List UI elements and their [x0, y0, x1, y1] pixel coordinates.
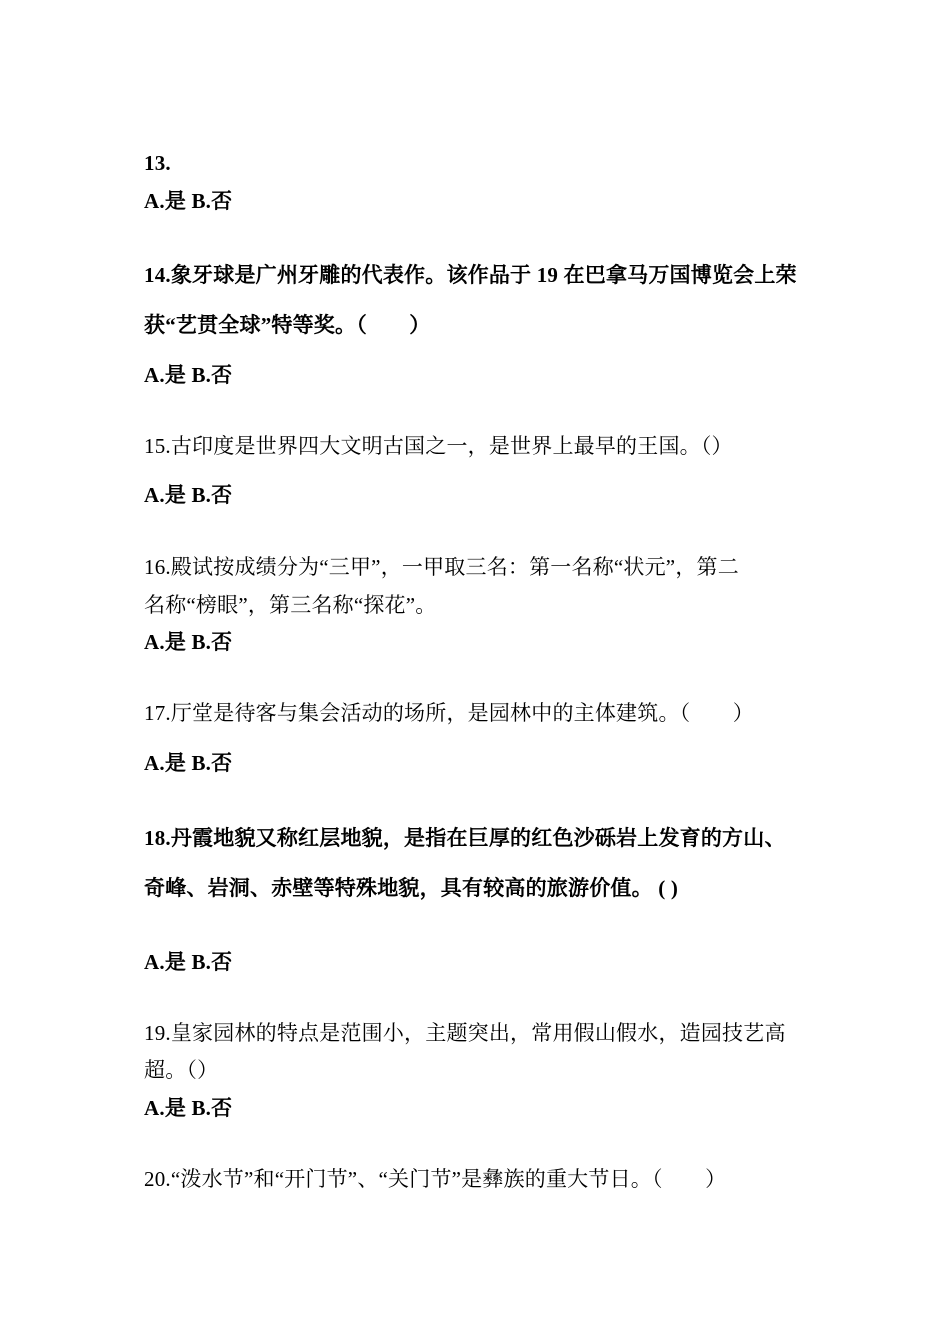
question-17-text-line-1: 17.厅堂是待客与集会活动的场所，是园林中的主体建筑。（ ） — [144, 701, 754, 725]
question-16-options: A.是 B.否 — [144, 630, 233, 654]
question-13-options: A.是 B.否 — [144, 189, 233, 213]
question-17-options: A.是 B.否 — [144, 751, 233, 775]
question-20-text-line-1: 20.“泼水节”和“开门节”、“关门节”是彝族的重大节日。（ ） — [144, 1167, 727, 1191]
question-18-text-line-2: 奇峰、岩洞、赤壁等特殊地貌，具有较高的旅游价值。 ( ) — [144, 876, 679, 900]
question-14-text-line-1: 14.象牙球是广州牙雕的代表作。该作品于 19 在巴拿马万国博览会上荣 — [144, 263, 797, 287]
question-15-text-line-1: 15.古印度是世界四大文明古国之一，是世界上最早的王国。（） — [144, 434, 733, 458]
question-13-number: 13. — [144, 151, 171, 175]
question-14-text-line-2: 获“艺贯全球”特等奖。（ ） — [144, 313, 431, 337]
question-14-options: A.是 B.否 — [144, 363, 233, 387]
question-16-text-line-2: 名称“榜眼”，第三名称“探花”。 — [144, 593, 437, 617]
question-19-text-line-1: 19.皇家园林的特点是范围小，主题突出，常用假山假水，造园技艺高 — [144, 1021, 786, 1045]
question-18-text-line-1: 18.丹霞地貌又称红层地貌，是指在巨厚的红色沙砾岩上发育的方山、 — [144, 826, 786, 850]
question-16-text-line-1: 16.殿试按成绩分为“三甲”，一甲取三名：第一名称“状元”，第二 — [144, 555, 739, 579]
question-15-options: A.是 B.否 — [144, 483, 233, 507]
question-18-options: A.是 B.否 — [144, 950, 233, 974]
question-19-options: A.是 B.否 — [144, 1096, 233, 1120]
question-19-text-line-2: 超。（） — [144, 1058, 219, 1082]
